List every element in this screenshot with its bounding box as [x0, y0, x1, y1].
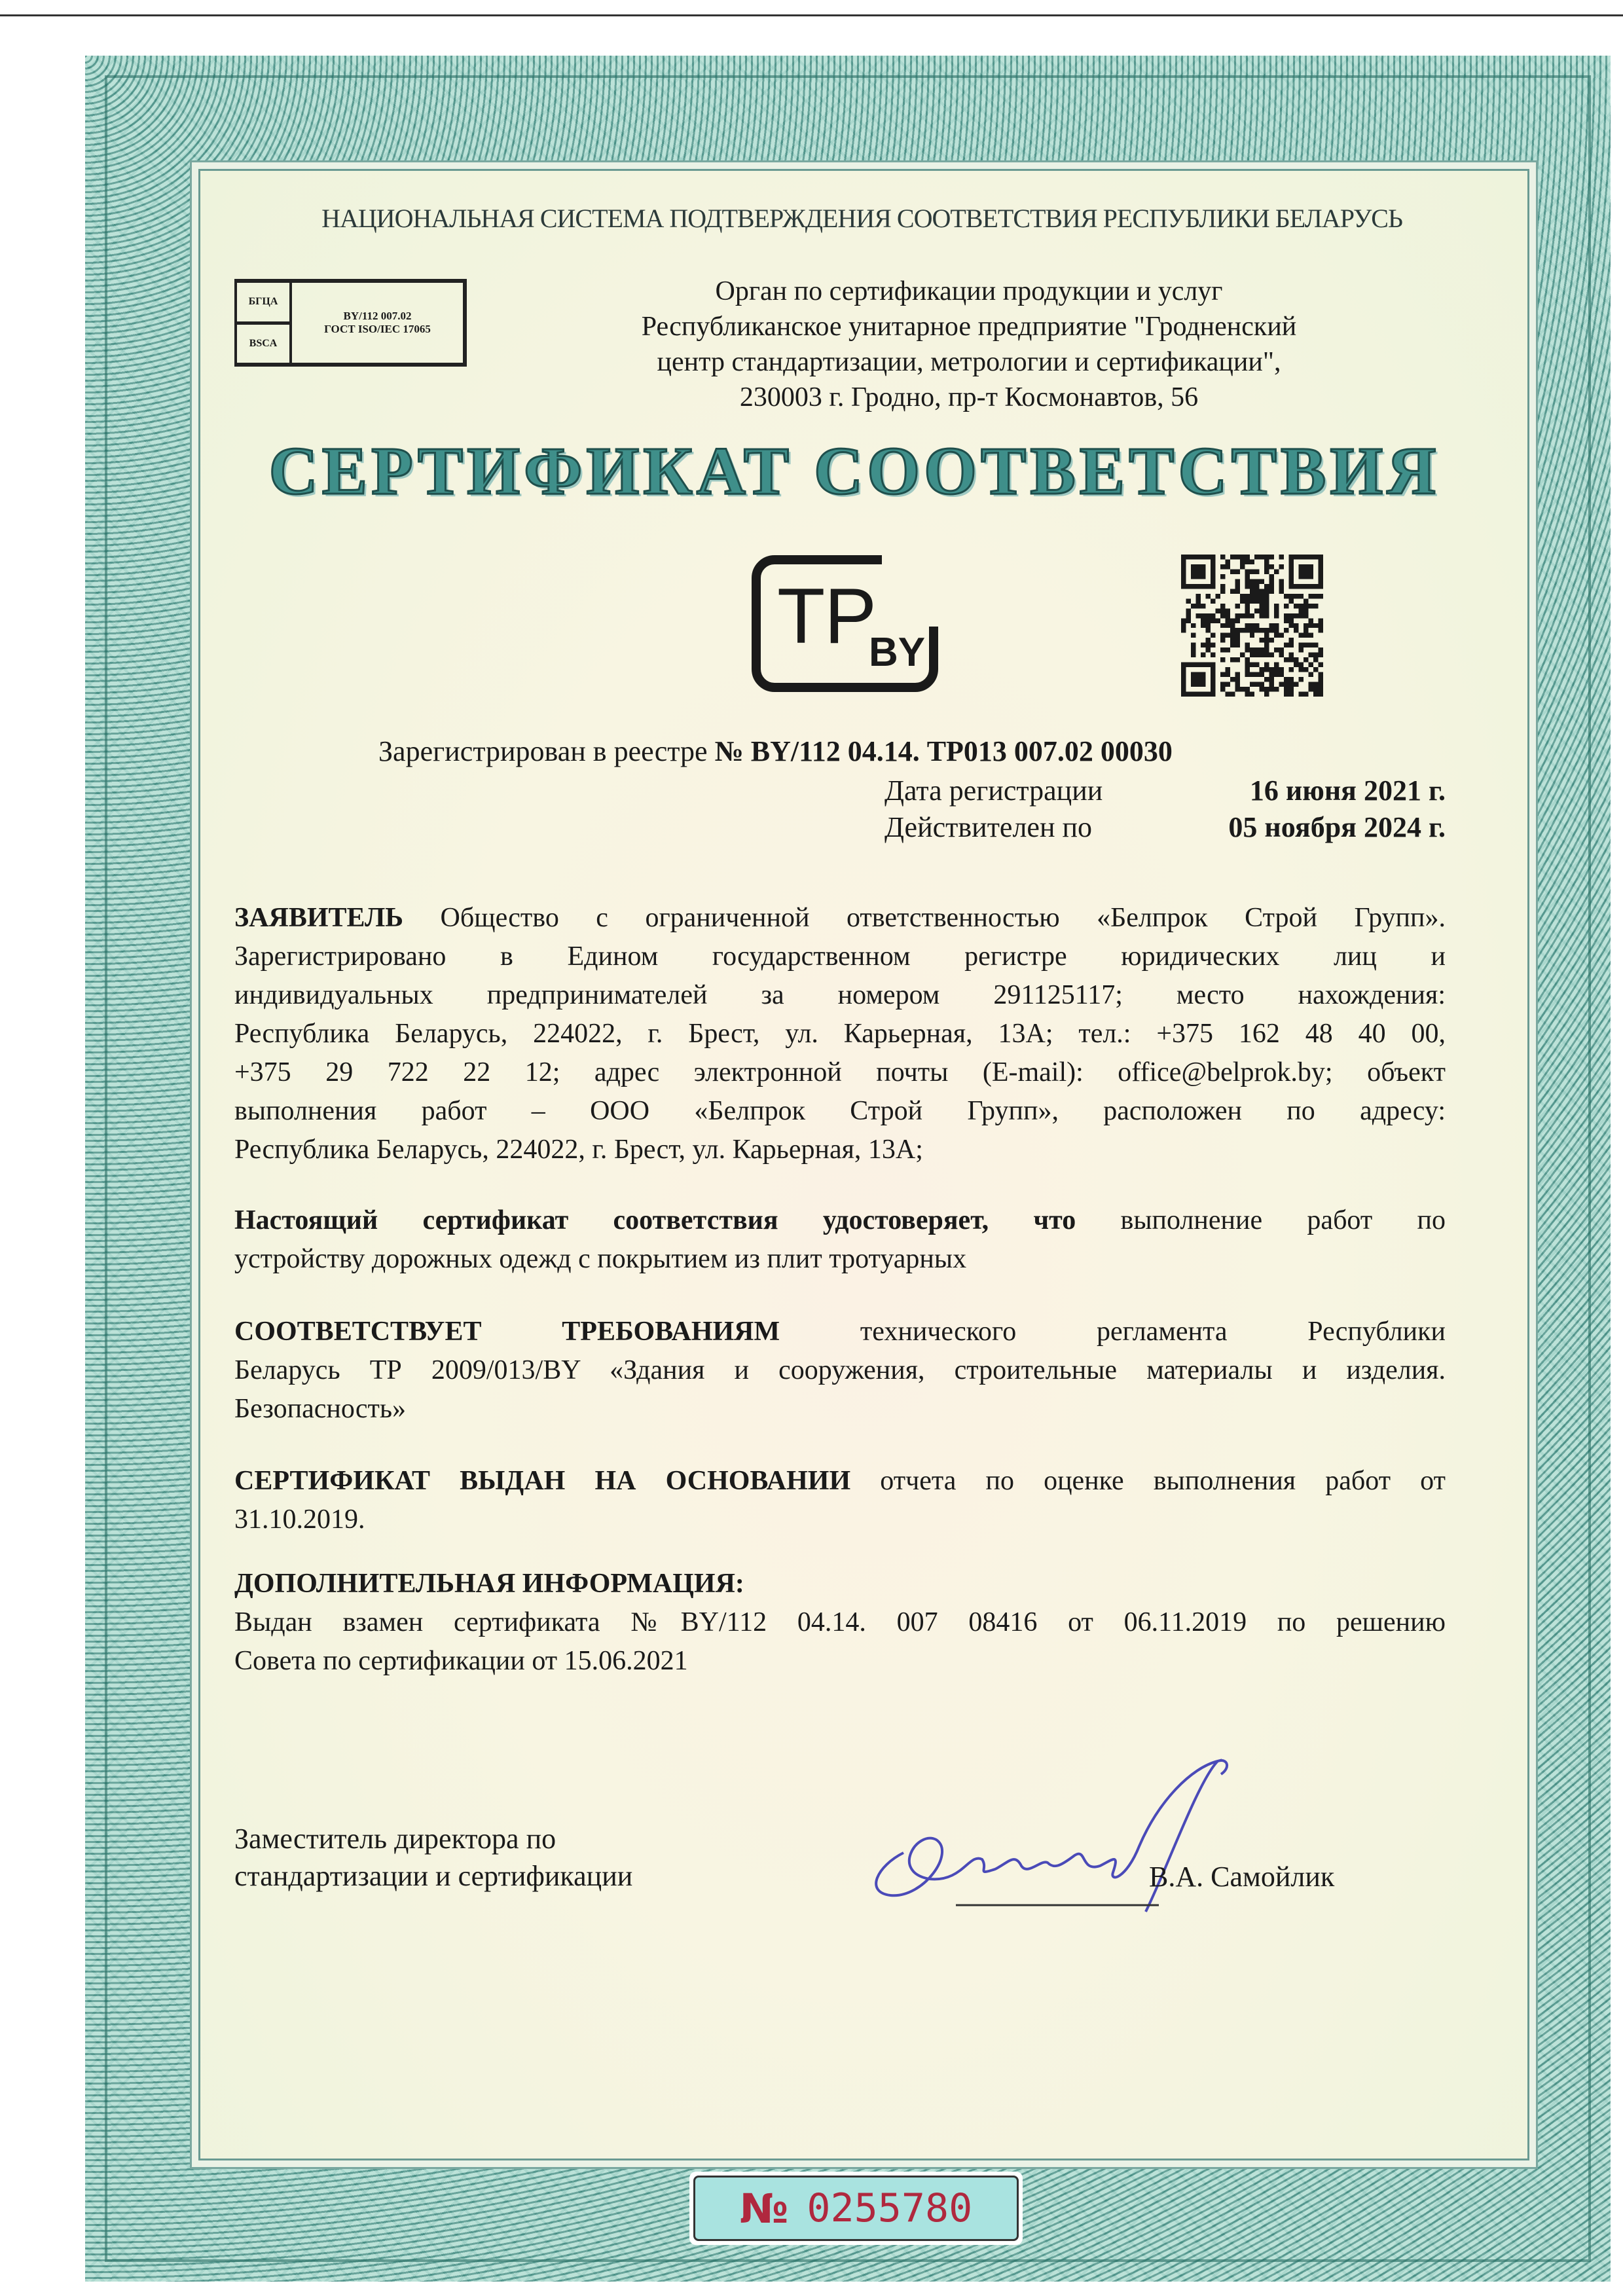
basis-lead: СЕРТИФИКАТ ВЫДАН НА ОСНОВАНИИ — [234, 1466, 851, 1496]
conforms-section — [234, 1313, 1446, 1429]
valid-until-label: Действителен по — [884, 811, 1093, 843]
applicant-line: индивидуальных предпринимателей за номером 291125117; место нахождения: — [234, 980, 1446, 1010]
conforms-line: технического регламента Республики — [780, 1317, 1446, 1347]
position-line: Заместитель директора по — [234, 1823, 556, 1855]
conforms-line: Беларусь ТР 2009/013/BY «Здания и сооружения, строительные материалы и изделия. — [234, 1355, 1446, 1385]
additional-line: Выдан взамен сертификата №BY/112 04.14. 007 08416 от 06.11.2019 по решению — [234, 1607, 1446, 1637]
basis-section — [234, 1462, 1446, 1539]
conforms-lead: СООТВЕТСТВУЕТ ТРЕБОВАНИЯМ — [234, 1317, 780, 1347]
handwritten-signature — [851, 1741, 1257, 1938]
valid-until-row — [884, 811, 1446, 844]
certifies-section — [234, 1201, 1446, 1279]
certification-body — [458, 274, 1480, 415]
signatory-name: В.А. Самойлик — [1149, 1861, 1335, 1893]
svg-text:BY: BY — [869, 630, 926, 675]
serial-number: 0255780 — [807, 2185, 973, 2231]
reg-date-value: 16 июня 2021 г. — [1249, 774, 1446, 807]
organ-line: 230003 г. Гродно, пр-т Космонавтов, 56 — [739, 382, 1199, 412]
organ-line: Республиканское унитарное предприятие "Гродненский — [641, 312, 1297, 342]
reg-date-label: Дата регистрации — [884, 774, 1103, 807]
certifies-line: устройству дорожных одежд с покрытием из плит тротуарных — [234, 1244, 967, 1274]
basis-line: отчета по оценке выполнения работ от — [850, 1466, 1446, 1496]
applicant-line: Общество с ограниченной ответственностью «Белпрок Строй Групп». — [403, 903, 1446, 933]
registry-line — [378, 735, 1173, 768]
registry-label: Зарегистрирован в реестре — [378, 735, 708, 767]
registry-number: № BY/112 04.14. ТР013 007.02 00030 — [714, 735, 1173, 767]
registration-date-row — [884, 774, 1446, 807]
stamp-bsca: BSCA — [249, 337, 278, 349]
qr-code — [1181, 555, 1323, 697]
applicant-section — [234, 899, 1446, 1169]
certifies-line: выполнение работ по — [1076, 1205, 1446, 1235]
scan-top-line — [0, 14, 1623, 16]
stamp-line2: ГОСТ ISO/IEC 17065 — [324, 323, 431, 335]
basis-line: 31.10.2019. — [234, 1504, 365, 1535]
additional-heading: ДОПОЛНИТЕЛЬНАЯ ИНФОРМАЦИЯ: — [234, 1569, 744, 1599]
organ-line: Орган по сертификации продукции и услуг — [715, 276, 1223, 306]
applicant-line: +375 29 722 22 12; адрес электронной почты (E-mail): office@belprok.by; объект — [234, 1057, 1446, 1087]
certificate-title: СЕРТИФИКАТ СООТВЕТСТВИЯ — [268, 433, 1440, 509]
additional-info-section — [234, 1565, 1446, 1681]
svg-text:T: T — [777, 572, 826, 660]
signatory-position — [234, 1820, 632, 1895]
position-line: стандартизации и сертификации — [234, 1860, 633, 1892]
tr-by-logo — [751, 555, 939, 693]
stamp-line1: BY/112 007.02 — [343, 310, 412, 322]
valid-until-value: 05 ноября 2024 г. — [1228, 811, 1446, 843]
accreditation-stamp — [234, 279, 467, 367]
applicant-line: Республика Беларусь, 224022, г. Брест, ул. Карьерная, 13А; тел.: +375 162 48 40 00, — [234, 1019, 1446, 1049]
svg-text:P: P — [824, 572, 877, 660]
conforms-line: Безопасность» — [234, 1394, 407, 1424]
additional-line: Совета по сертификации от 15.06.2021 — [234, 1646, 688, 1676]
serial-number-box — [689, 2172, 1023, 2245]
applicant-line: Республика Беларусь, 224022, г. Брест, ул. Карьерная, 13А; — [234, 1135, 923, 1165]
serial-prefix: № — [739, 2184, 789, 2232]
organ-line: центр стандартизации, метрологии и сертификации", — [657, 347, 1281, 377]
applicant-line: выполнения работ – ООО «Белпрок Строй Групп», расположен по адресу: — [234, 1096, 1446, 1126]
applicant-line: Зарегистрировано в Едином государственном регистре юридических лиц и — [234, 941, 1446, 972]
stamp-bgca: БГЦА — [237, 283, 289, 325]
national-system-header: НАЦИОНАЛЬНАЯ СИСТЕМА ПОДТВЕРЖДЕНИЯ СООТВЕТСТВИЯ РЕСПУБЛИКИ БЕЛАРУСЬ — [321, 204, 1402, 233]
certifies-lead: Настоящий сертификат соответствия удостоверяет, что — [234, 1205, 1076, 1235]
applicant-lead: ЗАЯВИТЕЛЬ — [234, 903, 404, 933]
